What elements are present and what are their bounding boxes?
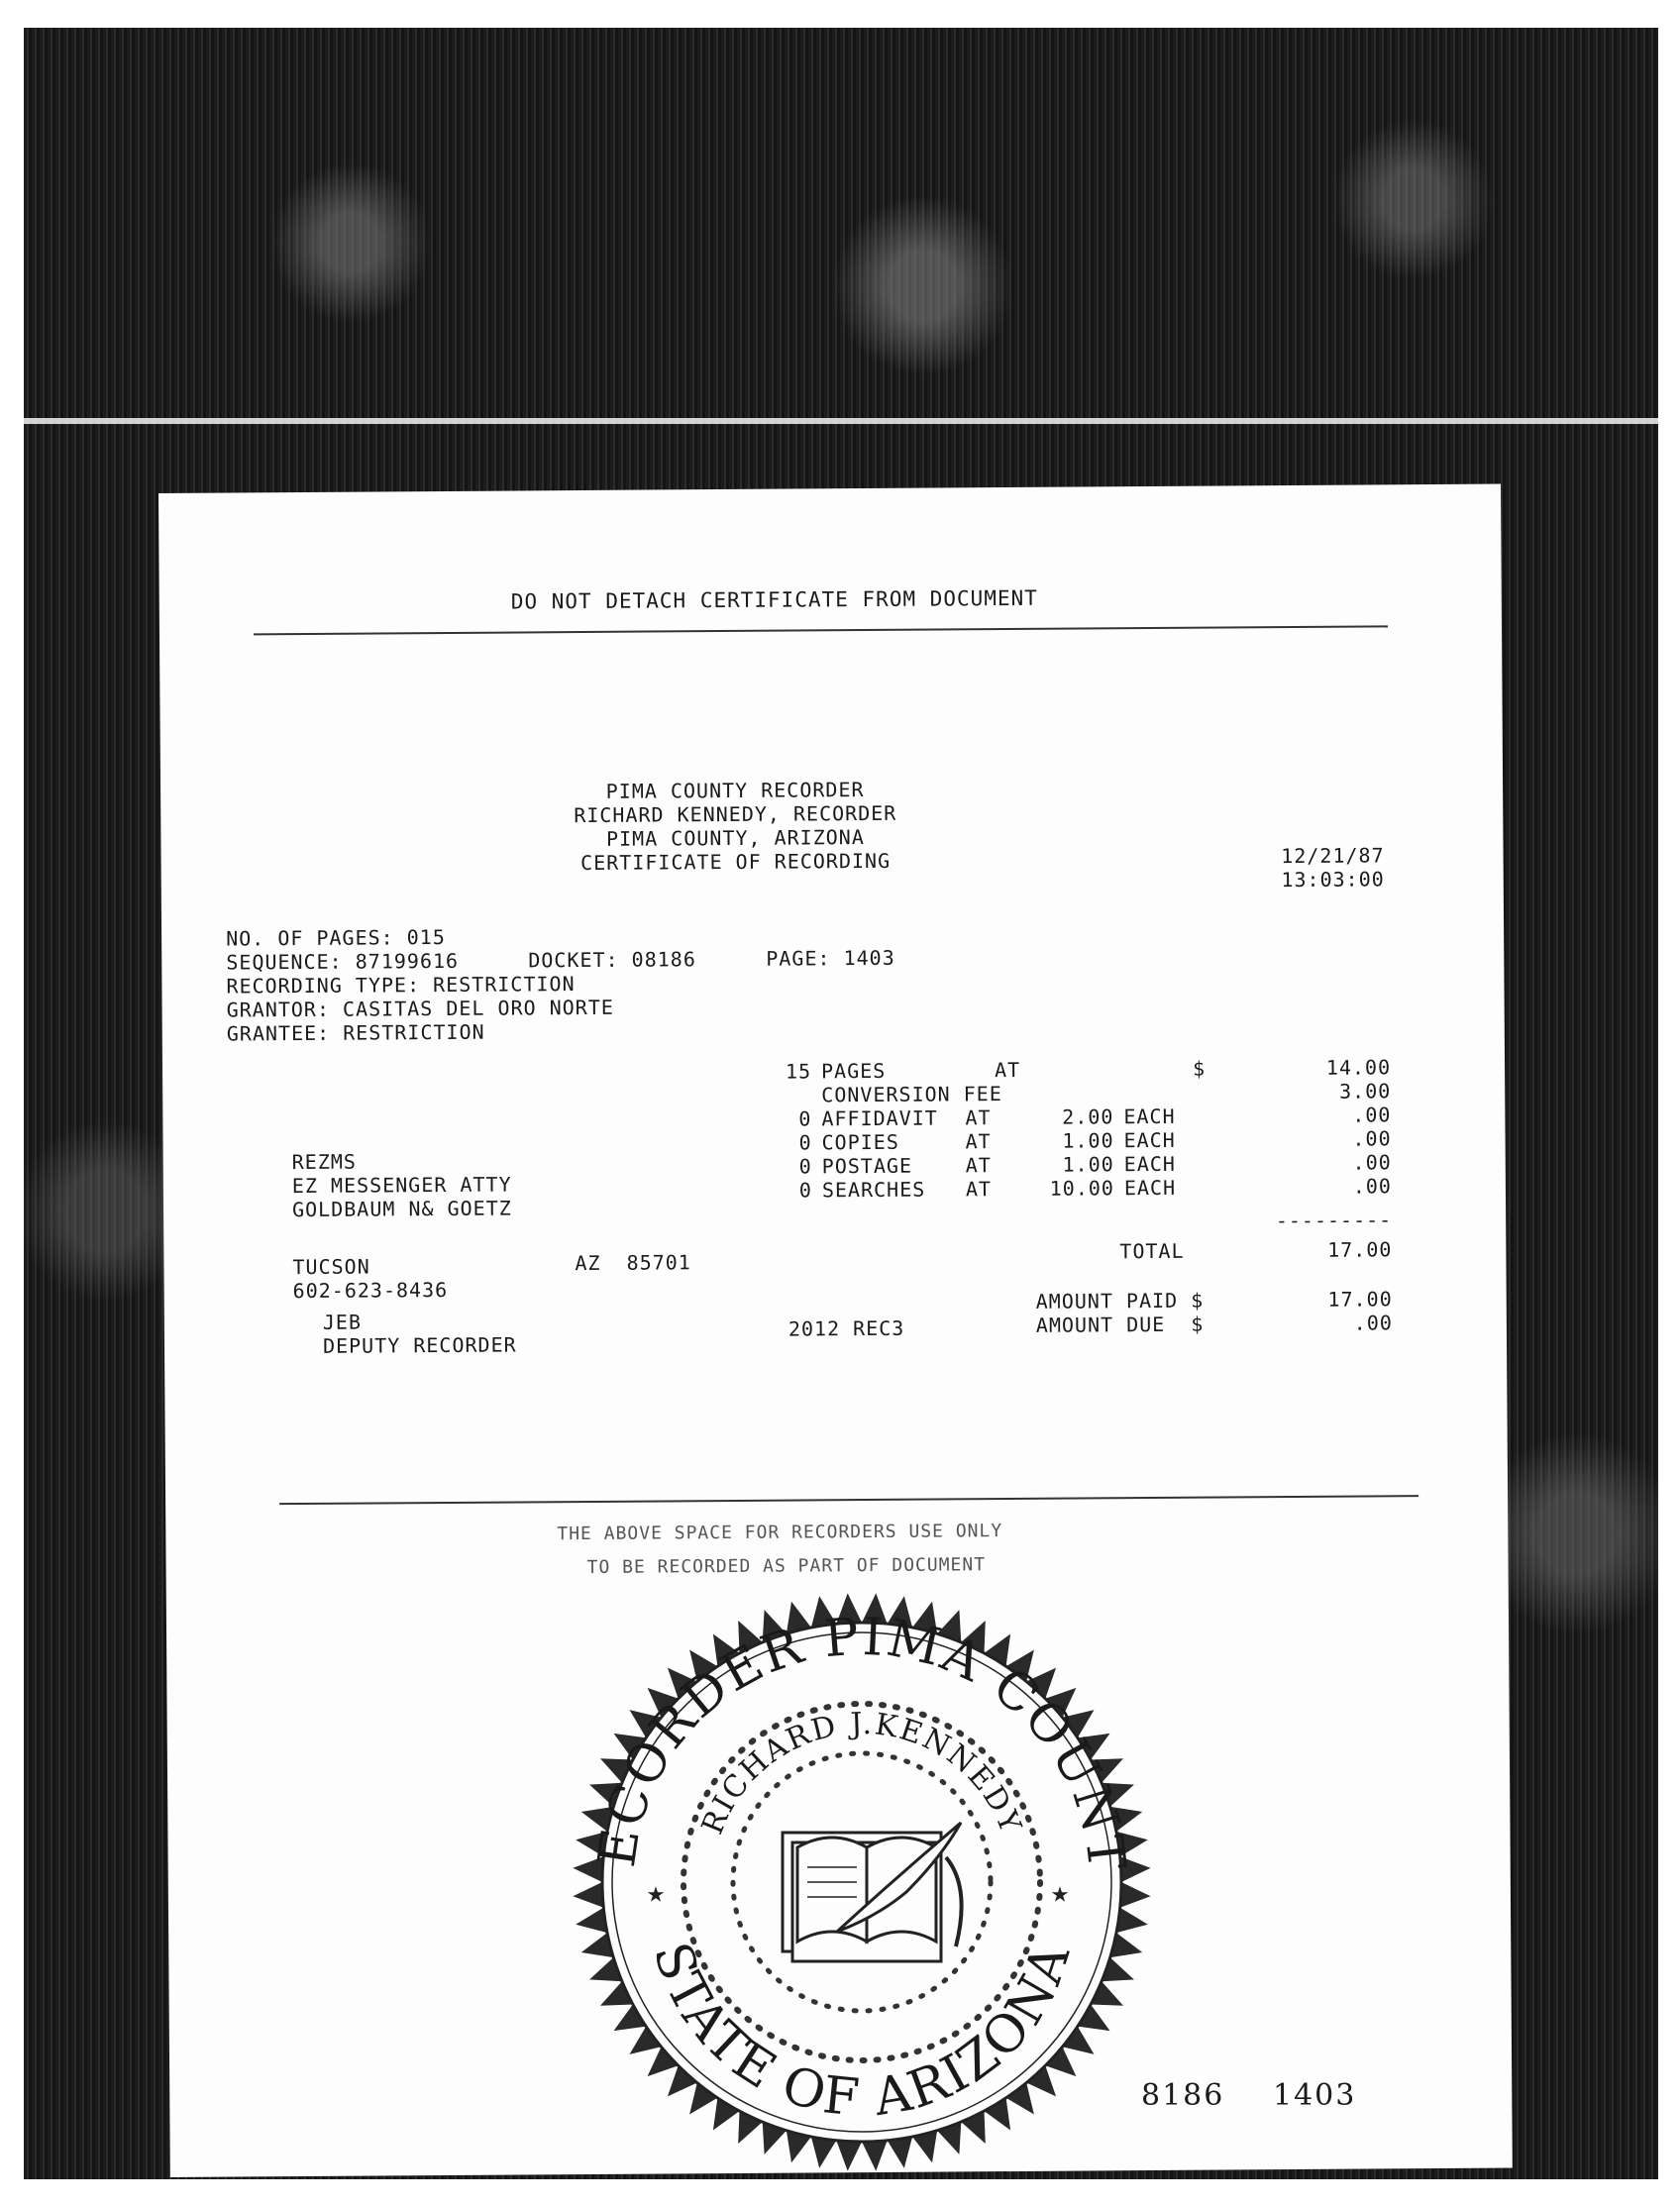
book-quill-icon (783, 1823, 962, 1961)
doc-docket-number: 8186 (1141, 2078, 1225, 2113)
header-line-2: RICHARD KENNEDY, RECORDER (574, 800, 897, 828)
seal-outer-bottom-text: STATE OF ARIZONA (641, 1935, 1083, 2129)
fee-each: EACH (1123, 1151, 1177, 1177)
amount-due-label: AMOUNT DUE $ (1035, 1312, 1205, 1337)
bottom-rule (279, 1495, 1418, 1505)
star-right-icon: ★ (1051, 1875, 1070, 1910)
fee-at: AT (965, 1129, 992, 1154)
seal-graphic (540, 1560, 1184, 2204)
recorders-use-note: THE ABOVE SPACE FOR RECORDERS USE ONLY (557, 1521, 1003, 1545)
header-line-3: PIMA COUNTY, ARIZONA (605, 825, 865, 851)
fee-qty: 0 (798, 1130, 812, 1155)
recipient-line-2: GOLDBAUM N& GOETZ (291, 1196, 512, 1222)
total-label: TOTAL (1119, 1238, 1185, 1264)
detach-warning: DO NOT DETACH CERTIFICATE FROM DOCUMENT (510, 585, 1038, 614)
recipient-state-zip: AZ 85701 (575, 1250, 691, 1276)
fee-amount: .00 (1352, 1174, 1392, 1199)
recipient-phone: 602-623-8436 (292, 1277, 449, 1304)
fee-currency: $ (1192, 1056, 1207, 1081)
deputy-title: DEPUTY RECORDER (322, 1332, 517, 1358)
recording-date: 12/21/87 (1281, 843, 1385, 869)
fee-amount: .00 (1352, 1103, 1392, 1127)
fee-rate: 1.00 (1062, 1128, 1114, 1153)
grantor: GRANTOR: CASITAS DEL ORO NORTE (226, 995, 614, 1022)
deputy-initials: JEB (322, 1310, 363, 1334)
fee-each: EACH (1123, 1104, 1176, 1129)
recipient-code: REZMS (291, 1149, 358, 1175)
recipient-line-1: EZ MESSENGER ATTY (291, 1172, 512, 1199)
fee-item: CONVERSION FEE (821, 1082, 1002, 1107)
recipient-city: TUCSON (292, 1254, 370, 1280)
fee-qty: 0 (798, 1178, 813, 1203)
grantee: GRANTEE: RESTRICTION (226, 1019, 485, 1046)
fee-rate: 2.00 (1062, 1104, 1114, 1129)
fee-each: EACH (1123, 1127, 1176, 1153)
fee-each: EACH (1123, 1175, 1177, 1201)
amount-paid-label: AMOUNT PAID $ (1035, 1288, 1205, 1314)
fee-at: AT (965, 1153, 992, 1178)
fee-item: COPIES (821, 1129, 899, 1155)
page-number: PAGE: 1403 (766, 945, 895, 971)
record-as-part-note: TO BE RECORDED AS PART OF DOCUMENT (586, 1554, 987, 1579)
register-code: 2012 REC3 (788, 1315, 905, 1341)
recording-time: 13:03:00 (1281, 867, 1385, 893)
fee-amount: .00 (1352, 1126, 1392, 1151)
fee-item: PAGES (821, 1058, 887, 1084)
seal-inner-top-text: RICHARD J.KENNEDY (694, 1706, 1029, 1840)
fee-qty: 0 (798, 1154, 812, 1179)
header-line-4: CERTIFICATE OF RECORDING (580, 848, 892, 876)
seal-outer-top-text: ECORDER PIMA COUNT (587, 1607, 1137, 1876)
amount-due-value: .00 (1353, 1311, 1393, 1335)
pages-count: NO. OF PAGES: 015 (226, 924, 446, 951)
fee-amount: .00 (1352, 1150, 1392, 1175)
fee-qty: 0 (798, 1106, 812, 1131)
fee-at: AT (965, 1177, 993, 1202)
fee-item: SEARCHES (821, 1177, 926, 1203)
amount-paid-value: 17.00 (1327, 1287, 1393, 1312)
fee-at: AT (995, 1057, 1021, 1083)
fold-line (24, 418, 1658, 424)
total-value: 17.00 (1327, 1237, 1393, 1262)
fee-item: AFFIDAVIT (821, 1105, 938, 1131)
county-seal (540, 1560, 1184, 2204)
fee-at: AT (965, 1105, 992, 1130)
fee-qty: 15 (785, 1059, 812, 1084)
fee-amount: 14.00 (1325, 1055, 1392, 1080)
fee-rate: 10.00 (1049, 1176, 1115, 1201)
header-line-1: PIMA COUNTY RECORDER (605, 778, 865, 803)
top-rule (254, 625, 1388, 635)
fee-amount: 3.00 (1338, 1079, 1392, 1104)
fee-item: POSTAGE (821, 1153, 913, 1179)
sequence-number: SEQUENCE: 87199616 (226, 948, 460, 975)
total-divider: --------- (1275, 1208, 1393, 1233)
fee-rate: 1.00 (1062, 1152, 1114, 1177)
doc-page-number: 1403 (1273, 2078, 1357, 2113)
docket-number: DOCKET: 08186 (528, 947, 696, 973)
star-left-icon: ★ (647, 1875, 666, 1910)
recording-type: RECORDING TYPE: RESTRICTION (226, 972, 576, 999)
